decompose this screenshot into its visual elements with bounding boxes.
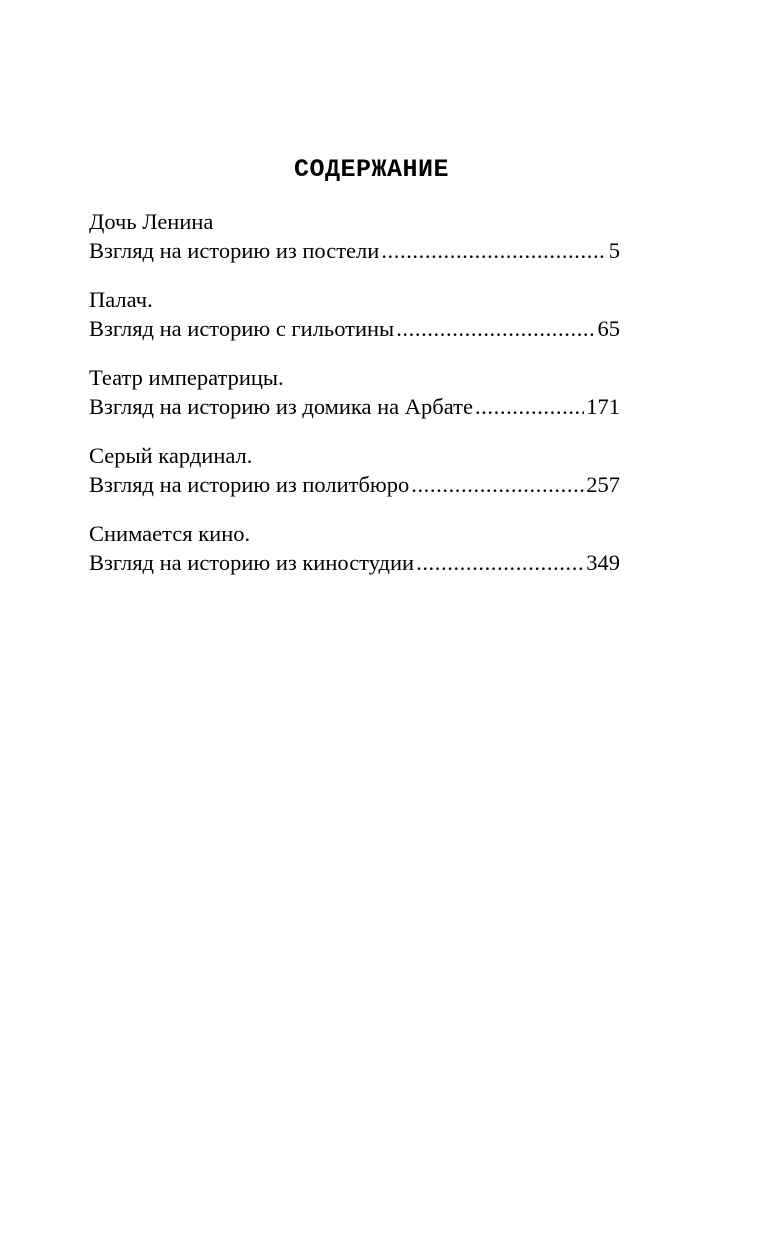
toc-subtitle: Взгляд на историю из домика на Арбате	[89, 394, 473, 419]
page-number: 349	[586, 550, 620, 575]
toc-subtitle: Взгляд на историю из политбюро	[89, 472, 410, 497]
toc-entry-5	[89, 519, 620, 577]
toc-subtitle: Взгляд на историю с гильотины	[89, 316, 395, 341]
table-of-contents	[89, 207, 620, 597]
dot-leader	[475, 392, 584, 421]
dot-leader	[381, 236, 606, 265]
toc-entry-1	[89, 207, 620, 265]
toc-subtitle: Взгляд на историю из постели	[89, 238, 380, 263]
toc-line	[89, 314, 620, 343]
toc-entry-2	[89, 285, 620, 343]
toc-line	[89, 236, 620, 265]
toc-heading: Снимается кино.	[89, 521, 251, 546]
page-number: 65	[597, 316, 620, 341]
toc-heading: Палач.	[89, 287, 153, 312]
toc-heading: Серый кардинал.	[89, 443, 253, 468]
toc-entry-3	[89, 363, 620, 421]
dot-leader	[411, 470, 584, 499]
dot-leader	[416, 548, 584, 577]
toc-line	[89, 392, 620, 421]
dot-leader	[396, 314, 595, 343]
toc-heading: Театр императрицы.	[89, 365, 284, 390]
page-number: 5	[608, 238, 620, 263]
toc-heading: Дочь Ленина	[89, 209, 214, 234]
toc-line	[89, 470, 620, 499]
page-number: 257	[586, 472, 620, 497]
page-title: СОДЕРЖАНИЕ	[293, 155, 450, 184]
toc-entry-4	[89, 441, 620, 499]
toc-line	[89, 548, 620, 577]
page-number: 171	[586, 394, 620, 419]
toc-subtitle: Взгляд на историю из киностудии	[89, 550, 415, 575]
